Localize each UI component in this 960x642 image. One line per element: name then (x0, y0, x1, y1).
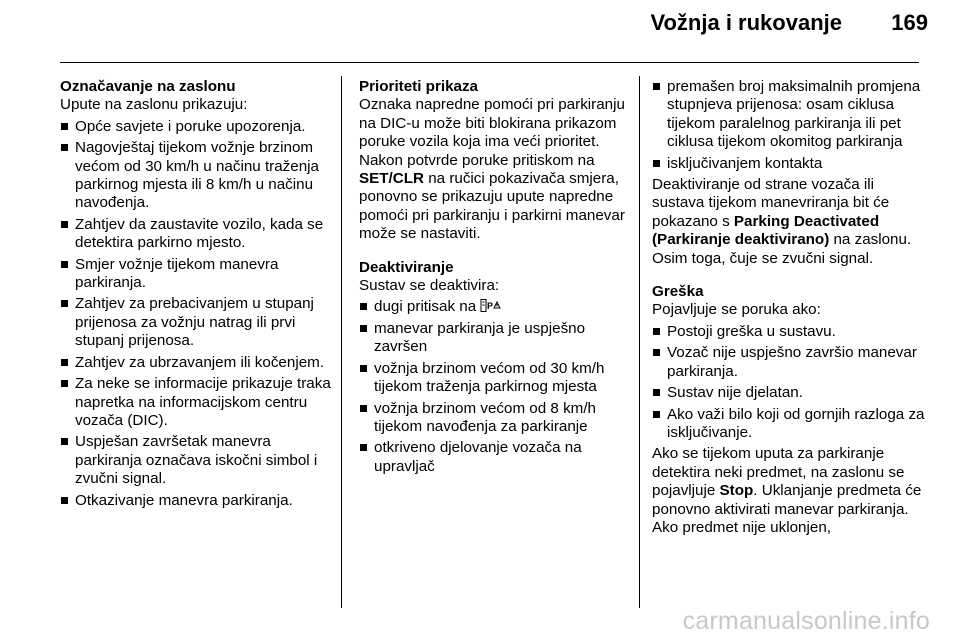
page-number: 169 (891, 10, 928, 35)
list-item: Nagovještaj tijekom vožnje brzinom većom od 30 km/h u načinu traženja parkirnog mjesta ili 8 km/h u načinu navođenja. (60, 139, 332, 213)
list-item: Zahtjev za ubrzavanjem ili kočenjem. (60, 354, 332, 372)
list-item: vožnja brzinom većom od 30 km/h tijekom traženja parkirnog mjesta (359, 360, 631, 397)
column-3 (652, 78, 927, 537)
bullet-list (652, 323, 927, 442)
section-heading: Označavanje na zaslonu (60, 78, 236, 95)
list-item: isključivanjem kontakta (652, 155, 927, 173)
page-header-title: Vožnja i rukovanje (650, 10, 842, 35)
section-heading: Prioriteti prikaza (359, 78, 479, 95)
list-item: Otkazivanje manevra parkiranja. (60, 492, 332, 510)
list-item: Zahtjev da zaustavite vozilo, kada se detektira parkirno mjesto. (60, 216, 332, 253)
list-item: Postoji greška u sustavu. (652, 323, 927, 341)
column-2 (359, 78, 631, 476)
column-1 (60, 78, 332, 510)
list-item: manevar parkiranja je uspješno završen (359, 320, 631, 357)
list-item: Vozač nije uspješno završio manevar parkiranja. (652, 344, 927, 381)
column-divider (341, 76, 342, 608)
list-item: Smjer vožnje tijekom manevra parkiranja. (60, 256, 332, 293)
paragraph: Deaktiviranje od strane vozača ili sustava tijekom manevriranja bit će pokazano s Parking Deactivated (Parkiranje deaktivirano) na zaslonu. Osim toga, čuje se zvučni signal. (652, 176, 912, 267)
list-item: Opće savjete i poruke upozorenja. (60, 118, 332, 136)
bullet-list (359, 298, 631, 476)
list-item: Sustav nije djelatan. (652, 384, 927, 402)
list-item: Zahtjev za prebacivanjem u stupanj prijenosa za vožnju natrag ili prvi stupanj prijenosa. (60, 295, 332, 350)
list-item: Ako važi bilo koji od gornjih razloga za isključivanje. (652, 406, 927, 443)
list-item: dugi pritisak na P (359, 298, 631, 316)
svg-text:P: P (487, 301, 494, 312)
header-rule (60, 62, 919, 63)
intro-text: Upute na zaslonu prikazuju: (60, 96, 248, 114)
list-item: Uspješan završetak manevra parkiranja označava iskočni simbol i zvučni signal. (60, 433, 332, 488)
list-item: premašen broj maksimalnih promjena stupnjeva prijenosa: osam ciklusa tijekom paralelnog parkiranja ili pet ciklusa tijekom okomitog parkiranja (652, 78, 927, 152)
column-divider (639, 76, 640, 608)
list-item: vožnja brzinom većom od 8 km/h tijekom navođenja za parkiranje (359, 400, 631, 437)
paragraph: Ako se tijekom uputa za parkiranje detektira neki predmet, na zaslonu se pojavljuje Stop. Uklanjanje predmeta će ponovno aktivirati manevar parkiranja. Ako predmet nije uklonjen, (652, 445, 922, 536)
list-item: Za neke se informacije prikazuje traka napretka na informacijskom centru vozača (DIC). (60, 375, 332, 430)
bullet-list (652, 78, 927, 173)
section-heading: Deaktiviranje (359, 258, 454, 276)
intro-text: Pojavljuje se poruka ako: (652, 301, 821, 319)
parking-assist-icon (480, 299, 504, 312)
intro-text: Sustav se deaktivira: (359, 277, 500, 295)
list-item: otkriveno djelovanje vozača na upravljač (359, 439, 631, 476)
bullet-list (60, 118, 332, 510)
watermark: carmanualsonline.info (682, 607, 930, 635)
section-heading: Greška (652, 283, 704, 301)
paragraph: Oznaka napredne pomoći pri parkiranju na DIC-u može biti blokirana prikazom poruke vozila koja ima veći prioritet. Nakon potvrde poruke pritiskom na SET/CLR na ručici pokazivača smjera, ponovno se prikazuju upute napredne pomoći pri parkiranju i parkirni manevar može se nastaviti. (359, 96, 625, 243)
